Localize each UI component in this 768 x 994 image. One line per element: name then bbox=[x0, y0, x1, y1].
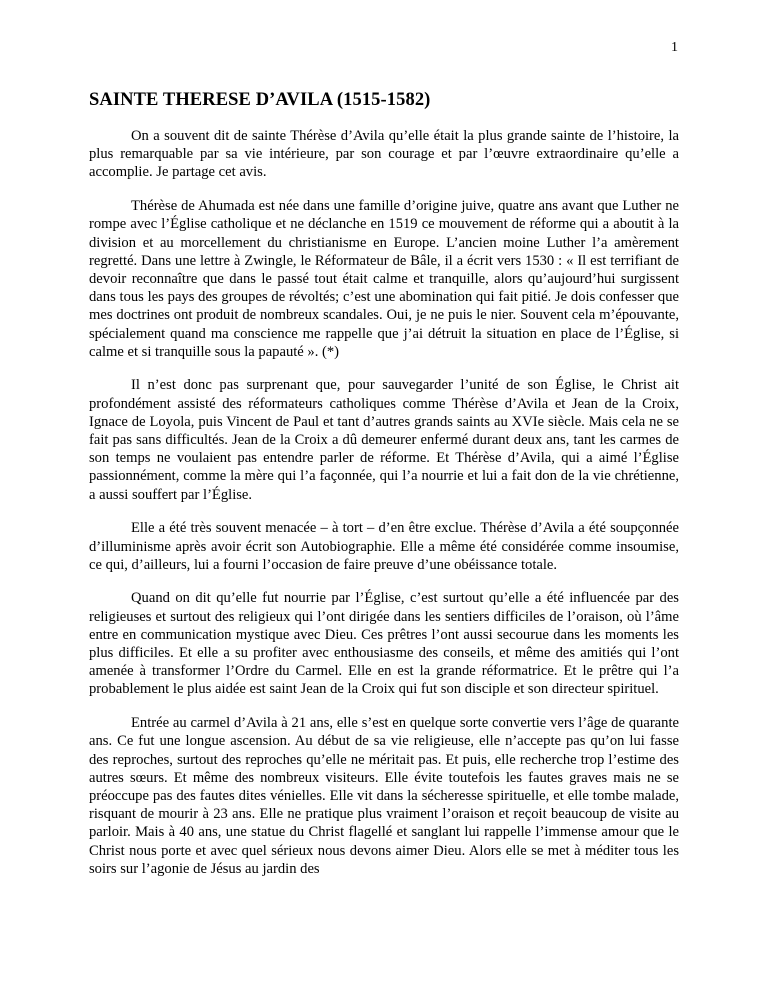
page-number: 1 bbox=[671, 40, 678, 55]
page-title: SAINTE THERESE D’AVILA (1515-1582) bbox=[89, 90, 431, 110]
paragraph-intro: On a souvent dit de sainte Thérèse d’Avila qu’elle était la plus grande sainte de l’histoire, la plus remarquable par sa vie intérieure, par son courage et par l’œuvre extraordinaire qu’elle a accomplie. Je partage cet avis. bbox=[89, 128, 679, 181]
paragraph-nourished-by-church: Quand on dit qu’elle fut nourrie par l’Église, c’est surtout qu’elle a été influencée par des religieuses et surtout des religieux qui l’ont dirigée dans les sentiers difficiles de l’oraison, où l’âme entre en communication mystique avec Dieu. Ces prêtres l’ont aussi secourue dans les moments les plus difficiles. Et elle a su profiter avec enthousiasme des conseils, et même des amitiés qui l’ont amenée à transformer l’Ordre du Carmel. Elle en est la grande réformatrice. Et le prêtre qui l’a probablement le plus aidée est saint Jean de la Croix qui fut son disciple et son directeur spirituel. bbox=[89, 590, 679, 698]
paragraph-catholic-reformers: Il n’est donc pas surprenant que, pour sauvegarder l’unité de son Église, le Christ ait profondément assisté des réformateurs catholiques comme Thérèse d’Avila et Jean de la Croix, Ignace de Loyola, puis Vincent de Paul et tant d’autres grands saints au XVIe siècle. Mais cela ne se fait pas sans difficultés. Jean de la Croix a dû demeurer enfermé durant deux ans, tant les carmes de son temps ne voulaient pas entendre parler de réforme. Et Thérèse d’Avila, qui a aimé l’Église passionnément, comme la mère qui l’a façonnée, qui l’a nourrie et lui a fait don de la vie chrétienne, a aussi souffert par l’Église. bbox=[89, 377, 679, 503]
paragraph-origins-luther: Thérèse de Ahumada est née dans une famille d’origine juive, quatre ans avant que Luther ne rompe avec l’Église catholique et ne déclanche en 1519 ce mouvement de réforme qui a aboutit à la division et au morcellement du christianisme en Europe. L’ancien moine Luther l’a amèrement regretté. Dans une lettre à Zwingle, le Réformateur de Bâle, il a écrit vers 1530 : « Il est terrifiant de devoir reconnaître que dans le passé tout était calme et tranquille, alors qu’aujourd’hui surgissent dans tous les pays des groupes de révoltés; c’est une abomination qui fait pitié. Je dois confesser que mes doctrines ont produit de nombreux scandales. Oui, je ne puis le nier. Souvent cela m’épouvante, spécialement quand ma conscience me rappelle que j’ai détruit la situation en place de l’Église, si calme et si tranquille sous la papauté ». (*) bbox=[89, 198, 679, 360]
paragraph-carmel-entry: Entrée au carmel d’Avila à 21 ans, elle s’est en quelque sorte convertie vers l’âge de quarante ans. Ce fut une longue ascension. Au début de sa vie religieuse, elle n’accepte pas qu’on lui fasse des reproches, surtout des reproches qu’elle ne méritait pas. Et puis, elle recherche trop l’estime des autres sœurs. Et même des nombreux visiteurs. Elle évite toutefois les fautes graves mais ne se préoccupe pas des fautes dites vénielles. Elle vit dans la sécheresse spirituelle, et elle tombe malade, risquant de mourir à 23 ans. Elle ne pratique plus vraiment l’oraison et reçoit beaucoup de visite au parloir. Mais à 40 ans, une statue du Christ flagellé et sanglant lui rappelle l’immense amour que le Christ nous porte et avec quel sérieux nous devons aimer Dieu. Alors elle se met à méditer tous les soirs sur l’agonie de Jésus au jardin des bbox=[89, 715, 679, 877]
body-text bbox=[89, 127, 679, 894]
paragraph-suspicion: Elle a été très souvent menacée – à tort – d’en être exclue. Thérèse d’Avila a été soupçonnée d’illuminisme après avoir écrit son Autobiographie. Elle a même été considérée comme insoumise, ce qui, d’ailleurs, lui a fourni l’occasion de faire preuve d’une obéissance totale. bbox=[89, 520, 679, 573]
